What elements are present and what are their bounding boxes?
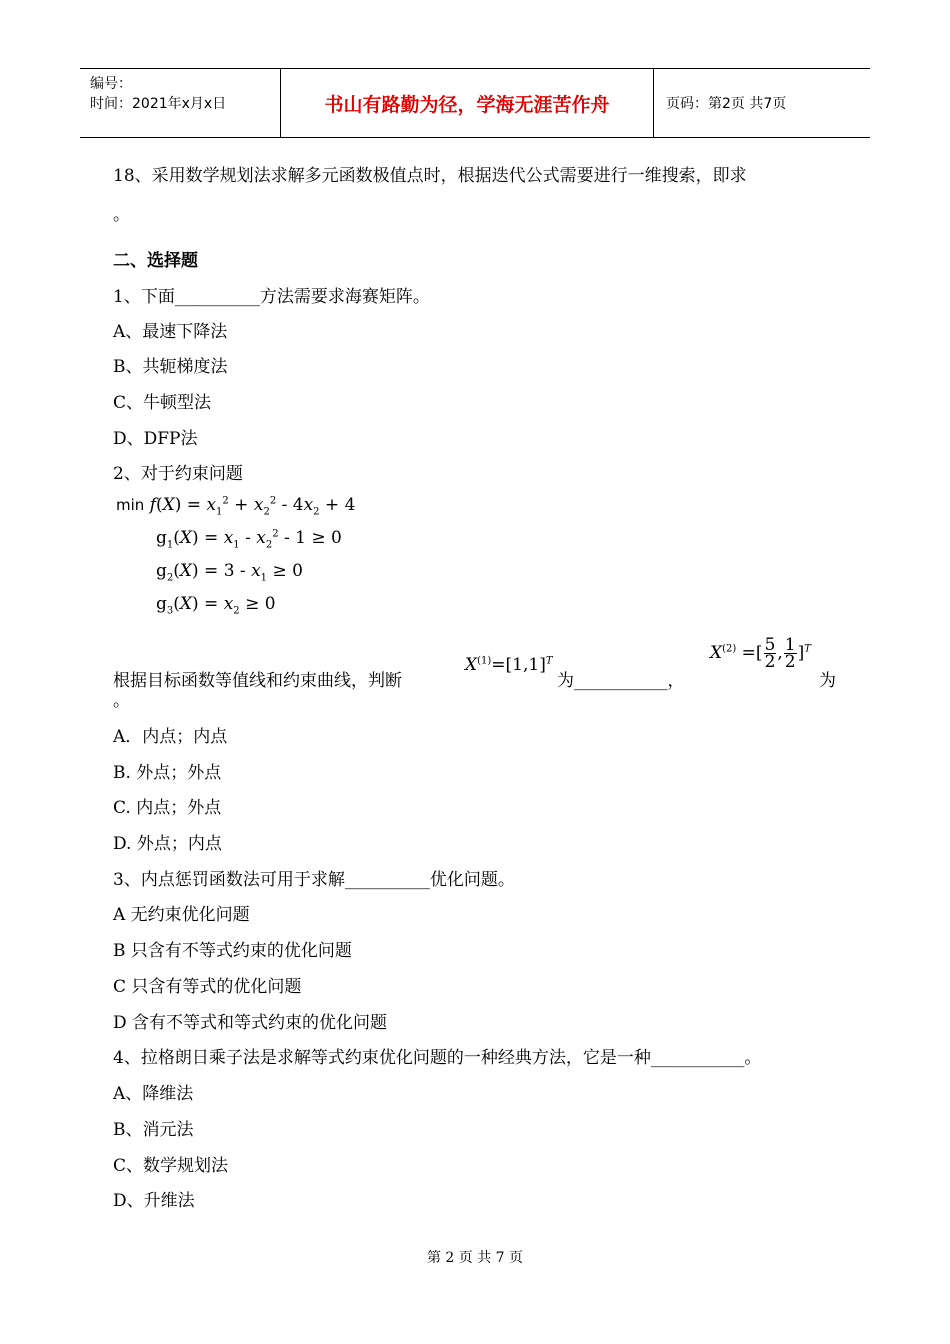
q3-option-c: C 只含有等式的优化问题 <box>113 977 302 997</box>
q2-x1-point: $X^{(1)}=[1,1]^T$ <box>465 655 553 675</box>
page-header <box>80 68 870 138</box>
q2-option-d: D. 外点；内点 <box>113 834 222 854</box>
q2-objective: $\min f(X) = x_1^2 + x_2^2 - 4x_2 + 4$ <box>116 495 356 518</box>
q3-option-b: B 只含有不等式约束的优化问题 <box>113 941 352 961</box>
header-motto: 书山有路勤为径，学海无涯苦作舟 <box>281 69 654 137</box>
q2-option-b: B. 外点；外点 <box>113 763 222 783</box>
q1-option-b: B、共轭梯度法 <box>113 357 228 377</box>
q2-option-a: A．内点；内点 <box>113 727 228 747</box>
q1-option-c: C、牛顿型法 <box>113 393 212 413</box>
q2-x2-point: $X^{(2)}$ =[ $\frac{5}{2}$ , $\frac{1}{2}$ ]$^T$ <box>710 635 811 672</box>
q2-judge-text: 根据目标函数等值线和约束曲线，判断 <box>113 671 402 691</box>
q1-stem: 1、下面__________方法需要求海赛矩阵。 <box>113 287 430 307</box>
q4-option-d: D、升维法 <box>113 1191 195 1211</box>
q4-option-c: C、数学规划法 <box>113 1156 229 1176</box>
q2-end-text: 为 <box>819 671 836 691</box>
q2-option-c: C. 内点；外点 <box>113 798 222 818</box>
time-label: 时间：2021年x月x日 <box>90 96 227 112</box>
page-footer: 第 2 页 共 7 页 <box>426 1250 524 1266</box>
q18-text: 18、采用数学规划法求解多元函数极值点时，根据迭代公式需要进行一维搜索，即求 <box>113 166 747 186</box>
q3-stem: 3、内点惩罚函数法可用于求解__________优化问题。 <box>113 870 515 890</box>
q1-option-d: D、DFP法 <box>113 429 198 449</box>
header-meta-cell <box>80 69 281 137</box>
q2-period: 。 <box>113 691 130 711</box>
serial-label: 编号： <box>90 76 132 92</box>
q3-option-d: D 含有不等式和等式约束的优化问题 <box>113 1013 388 1033</box>
header-page-info: 页码：第2页 共7页 <box>666 96 787 112</box>
q3-option-a: A 无约束优化问题 <box>113 905 250 925</box>
q2-stem: 2、对于约束问题 <box>113 464 243 484</box>
section-title-choice: 二、选择题 <box>113 251 198 271</box>
q4-option-b: B、消元法 <box>113 1120 194 1140</box>
q4-option-a: A、降维法 <box>113 1084 194 1104</box>
q1-option-a: A、最速下降法 <box>113 322 228 342</box>
q2-mid-text: 为___________， <box>557 671 685 691</box>
q2-g2: $g_2(X) = 3 - x_1 \ge 0$ <box>156 561 303 584</box>
q2-g3: $g_3(X) = x_2 \ge 0$ <box>156 594 276 617</box>
q4-stem: 4、拉格朗日乘子法是求解等式约束优化问题的一种经典方法，它是一种___________。 <box>113 1048 762 1068</box>
q2-x1-expr: =[1,1] <box>491 655 546 675</box>
q2-g1: $g_1(X) = x_1 - x_2^2 - 1 \ge 0$ <box>156 528 342 551</box>
q18-tail: 。 <box>113 205 130 225</box>
